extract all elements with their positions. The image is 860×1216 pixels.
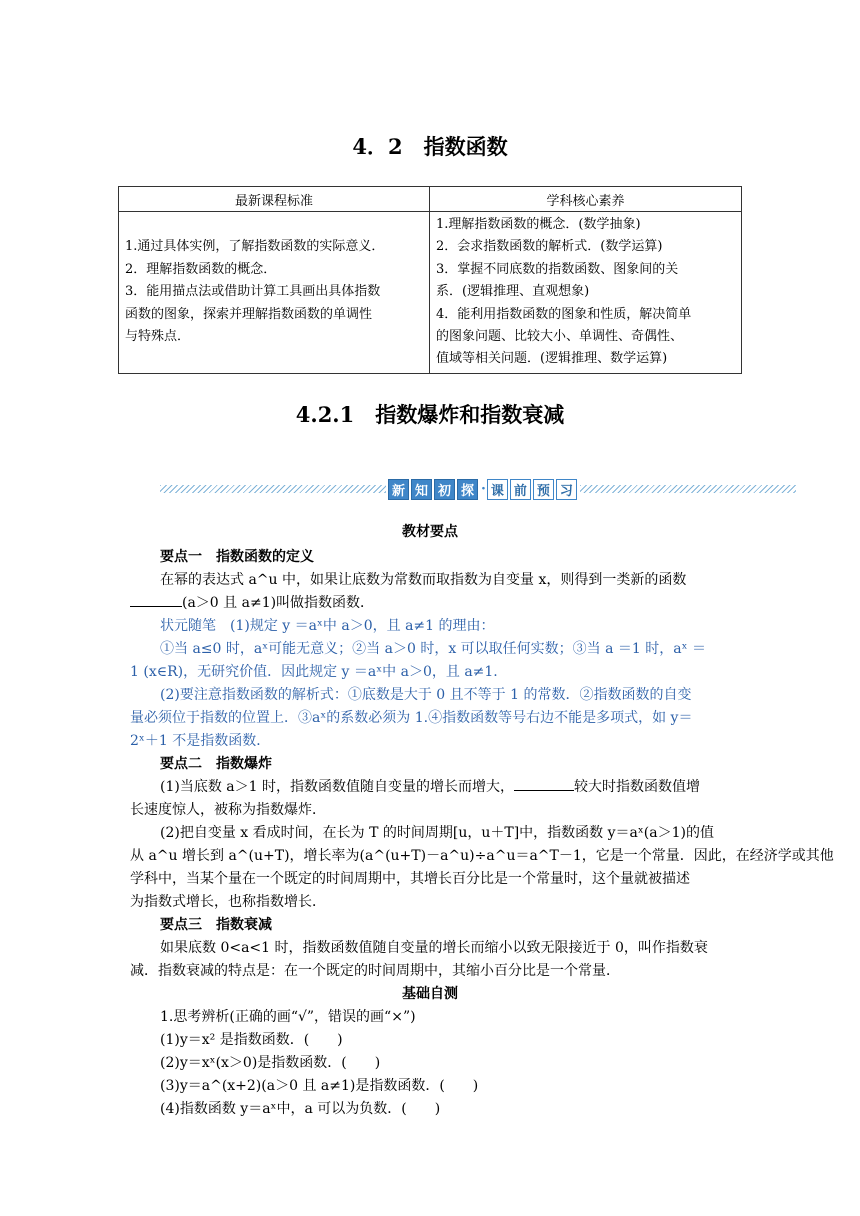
point2-line1b: 较大时指数函数值增 — [573, 779, 700, 795]
point3-line: 如果底数 0<a<1 时，指数函数值随自变量的增长而缩小以致无限接近于 0，叫作指数衰 — [160, 940, 708, 956]
note-line: ①当 a≤0 时，aˣ可能无意义；②当 a＞0 时，x 可以取任何实数；③当 a ＝1 时，aˣ ＝ — [160, 641, 706, 657]
fill-blank — [514, 778, 574, 791]
literacy-line: 3．掌握不同底数的指数函数、图象间的关 — [436, 261, 679, 277]
banner-char: 前 — [510, 479, 531, 500]
literacy-line: 的图象问题、比较大小、单调性、奇偶性、 — [436, 329, 684, 345]
point1-line2 — [130, 592, 374, 612]
point3-line: 减．指数衰减的特点是：在一个既定的时间周期中，其缩小百分比是一个常量． — [130, 963, 620, 979]
standards-cell — [119, 212, 430, 374]
note-line: (2)要注意指数函数的解析式：①底数是大于 0 且不等于 1 的常数．②指数函数的自变 — [160, 687, 692, 703]
literacy-line: 1.理解指数函数的概念．(数学抽象) — [436, 217, 641, 232]
point3-title: 要点三 指数衰减 — [160, 917, 272, 933]
table-header-literacy: 学科核心素养 — [430, 187, 742, 212]
banner-tag — [388, 479, 579, 499]
literacy-line: 值域等相关问题．(逻辑推理、数学运算) — [436, 351, 668, 367]
point1-title: 要点一 指数函数的定义 — [160, 549, 314, 565]
point2-line: 从 a^u 增长到 a^(u+T)，增长率为(a^(u+T)－a^u)÷a^u＝a^T－1，它是一个常量．因此，在经济学或其他 — [130, 848, 834, 864]
banner-char: 习 — [556, 479, 577, 500]
banner-char: 初 — [434, 479, 455, 500]
standards-line: 与特殊点． — [125, 329, 191, 345]
section-title: 4．2 指数函数 — [352, 134, 508, 159]
banner-char: 新 — [388, 479, 409, 500]
standards-line: 3．能用描点法或借助计算工具画出具体指数 — [125, 284, 381, 300]
banner-char: 预 — [533, 479, 554, 500]
standards-line: 1.通过具体实例，了解指数函数的实际意义． — [125, 239, 385, 255]
question-item: (4)指数函数 y＝aˣ中，a 可以为负数．( ) — [160, 1101, 441, 1117]
banner-hatch-left — [160, 485, 386, 493]
point2-line1a: (1)当底数 a＞1 时，指数函数值随自变量的增长而增大， — [160, 779, 514, 795]
point2-line1 — [160, 776, 700, 796]
banner-dot: · — [481, 481, 486, 497]
section-banner — [160, 479, 796, 499]
standards-line: 2．理解指数函数的概念． — [125, 261, 277, 277]
table-header-standards: 最新课程标准 — [119, 187, 430, 212]
point2-line: 学科中，当某个量在一个既定的时间周期中，其增长百分比是一个常量时，这个量就被描述 — [130, 871, 690, 887]
note-line: 量必须位于指数的位置上．③aˣ的系数必须为 1.④指数函数等号右边不能是多项式，如 y＝ — [130, 710, 693, 726]
fill-blank — [130, 594, 182, 607]
banner-char: 探 — [457, 479, 478, 500]
question-item: (1)y＝x² 是指数函数．( ) — [160, 1032, 343, 1048]
literacy-line: 4．能利用指数函数的图象和性质，解决简单 — [436, 306, 692, 322]
point2-line: 为指数式增长，也称指数增长． — [130, 894, 326, 910]
point2-line: 长速度惊人，被称为指数爆炸． — [130, 802, 326, 818]
subsection-title: 4.2.1 指数爆炸和指数衰减 — [295, 402, 565, 427]
note-line: 2ˣ＋1 不是指数函数． — [130, 733, 271, 749]
standards-table — [118, 186, 742, 374]
banner-char: 课 — [487, 479, 508, 500]
banner-hatch-right — [580, 485, 796, 493]
point2-title: 要点二 指数爆炸 — [160, 756, 272, 772]
question-intro: 1.思考辨析(正确的画“√”，错误的画“×”) — [160, 1009, 416, 1025]
question-item: (3)y＝a^(x+2)(a＞0 且 a≠1)是指数函数．( ) — [160, 1078, 479, 1094]
point2-line: (2)把自变量 x 看成时间，在长为 T 的时间周期[u，u＋T]中，指数函数 y＝aˣ(a＞1)的值 — [160, 825, 714, 841]
literacy-line: 2．会求指数函数的解析式．(数学运算) — [436, 239, 663, 255]
note-line: 状元随笔 (1)规定 y ＝aˣ中 a＞0，且 a≠1 的理由： — [160, 618, 495, 634]
point1-line2-text: (a＞0 且 a≠1)叫做指数函数． — [182, 595, 375, 611]
heading-self-test: 基础自测 — [402, 986, 458, 1002]
banner-char: 知 — [411, 479, 432, 500]
point1-line: 在幂的表达式 a^u 中，如果让底数为常数而取指数为自变量 x，则得到一类新的函数 — [160, 572, 687, 588]
literacy-cell — [430, 212, 742, 374]
note-line: 1 (x∈R)，无研究价值．因此规定 y ＝aˣ中 a＞0，且 a≠1. — [130, 664, 498, 680]
heading-textbook-points: 教材要点 — [402, 524, 458, 540]
literacy-line: 系．(逻辑推理、直观想象) — [436, 284, 590, 300]
standards-line: 函数的图象，探索并理解指数函数的单调性 — [125, 306, 373, 322]
question-item: (2)y＝xˣ(x＞0)是指数函数．( ) — [160, 1055, 381, 1071]
